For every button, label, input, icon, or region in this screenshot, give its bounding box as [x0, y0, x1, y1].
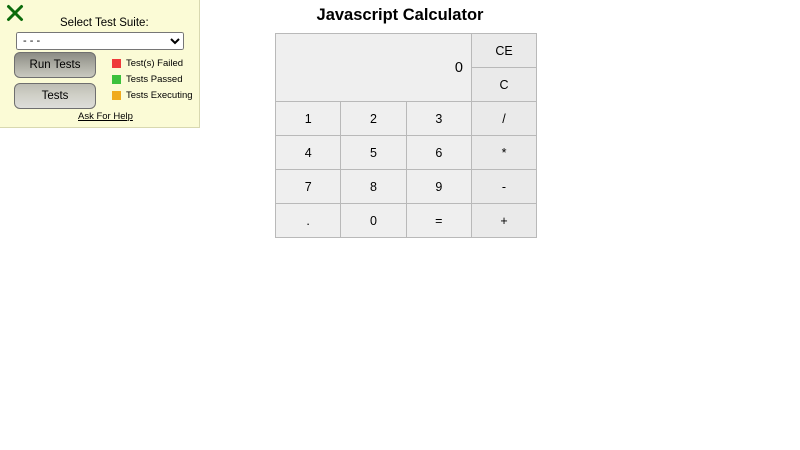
- key-0[interactable]: 0: [341, 204, 406, 238]
- key-3[interactable]: 3: [406, 102, 471, 136]
- key-plus[interactable]: +: [472, 204, 537, 238]
- key-1[interactable]: 1: [276, 102, 341, 136]
- legend-item-failed: [112, 55, 193, 71]
- key-4[interactable]: 4: [276, 136, 341, 170]
- key-minus[interactable]: -: [472, 170, 537, 204]
- key-2[interactable]: 2: [341, 102, 406, 136]
- passed-color-swatch: [112, 75, 121, 84]
- ask-for-help-link[interactable]: Ask For Help: [78, 111, 133, 122]
- table-row: [276, 170, 537, 204]
- clear-entry-button[interactable]: CE: [472, 34, 537, 68]
- legend-label-failed: Test(s) Failed: [126, 57, 184, 69]
- table-row: [276, 136, 537, 170]
- legend-item-executing: [112, 87, 193, 103]
- legend-label-executing: Tests Executing: [126, 89, 193, 101]
- key-decimal[interactable]: .: [276, 204, 341, 238]
- key-equals[interactable]: =: [406, 204, 471, 238]
- status-legend: [112, 55, 193, 103]
- legend-item-passed: [112, 71, 193, 87]
- table-row: [276, 102, 537, 136]
- key-divide[interactable]: /: [472, 102, 537, 136]
- table-row: [276, 204, 537, 238]
- key-8[interactable]: 8: [341, 170, 406, 204]
- legend-label-passed: Tests Passed: [126, 73, 183, 85]
- table-row: [276, 34, 537, 68]
- run-tests-button[interactable]: Run Tests: [14, 52, 96, 78]
- calculator-keypad: [275, 33, 537, 238]
- select-test-suite-label: Select Test Suite:: [60, 17, 149, 29]
- key-9[interactable]: 9: [406, 170, 471, 204]
- clear-button[interactable]: C: [472, 68, 537, 102]
- test-suite-select[interactable]: [16, 32, 184, 50]
- key-6[interactable]: 6: [406, 136, 471, 170]
- executing-color-swatch: [112, 91, 121, 100]
- page-title: Javascript Calculator: [316, 6, 484, 24]
- key-multiply[interactable]: *: [472, 136, 537, 170]
- failed-color-swatch: [112, 59, 121, 68]
- key-5[interactable]: 5: [341, 136, 406, 170]
- calculator-display: 0: [276, 34, 472, 102]
- tests-button[interactable]: Tests: [14, 83, 96, 109]
- key-7[interactable]: 7: [276, 170, 341, 204]
